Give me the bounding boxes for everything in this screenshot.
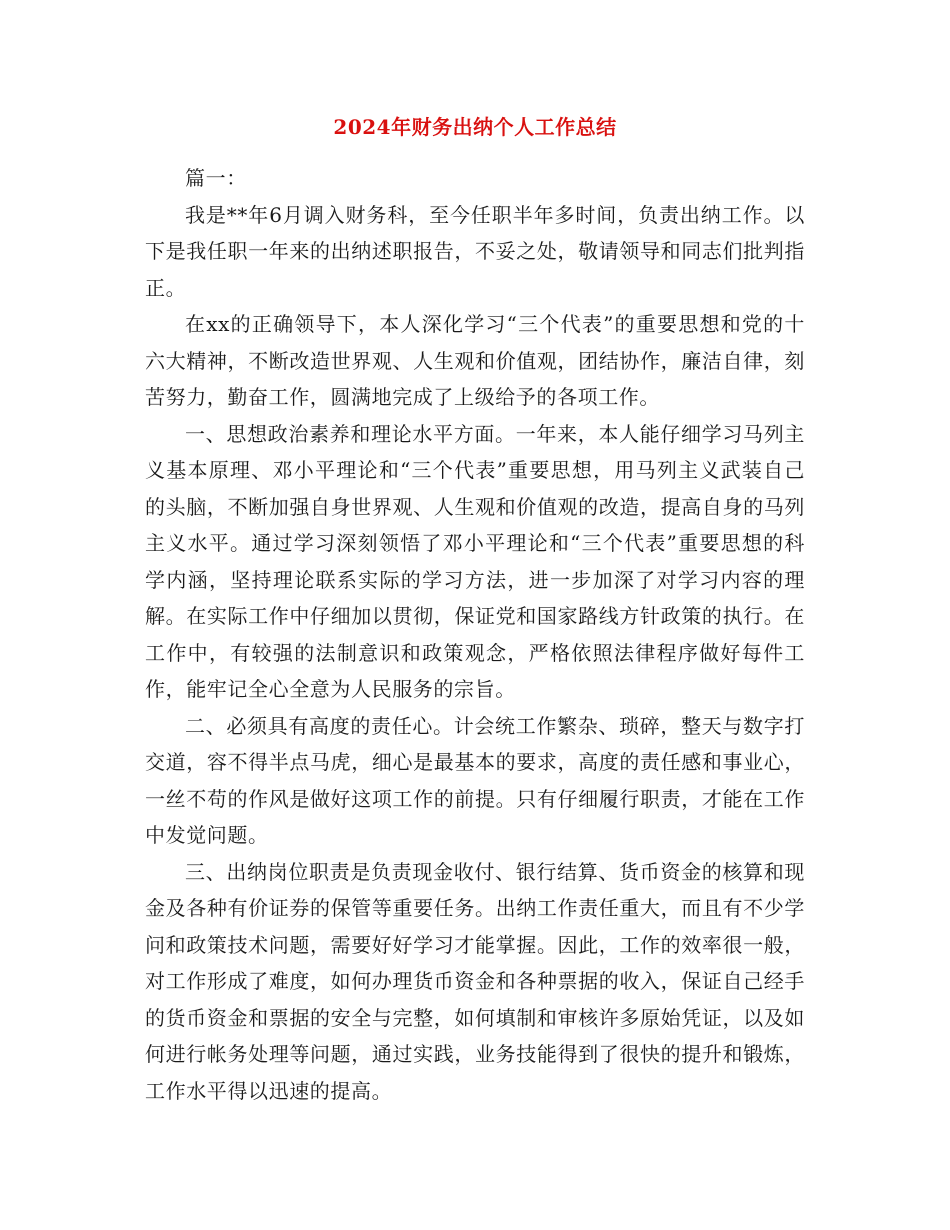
paragraph-leadership: 在xx的正确领导下，本人深化学习“三个代表”的重要思想和党的十六大精神，不断改造世界观、人生观和价值观，团结协作，廉洁自律，刻苦努力，勤奋工作，圆满地完成了上级给予的各项工作。: [145, 312, 805, 409]
paragraph-point-three: 三、出纳岗位职责是负责现金收付、银行结算、货币资金的核算和现金及各种有价证券的保管等重要任务。出纳工作责任重大，而且有不少学问和政策技术问题，需要好好学习才能掌握。因此，工作的效率很一般，对工作形成了难度，如何办理货币资金和各种票据的收入，保证自己经手的货币资金和票据的安全与完整，如何填制和审核许多原始凭证，以及如何进行帐务处理等问题，通过实践，业务技能得到了很快的提升和锻炼，工作水平得以迅速的提高。: [145, 859, 805, 1103]
paragraph-intro: 我是**年6月调入财务科，至今任职半年多时间，负责出纳工作。以下是我任职一年来的出纳述职报告，不妥之处，敬请领导和同志们批判指正。: [145, 202, 805, 300]
section-label: 篇一：: [185, 166, 247, 190]
paragraph-point-two: 二、必须具有高度的责任心。计会统工作繁杂、琐碎，整天与数字打交道，容不得半点马虎，细心是最基本的要求，高度的责任感和事业心，一丝不苟的作风是做好这项工作的前提。只有仔细履行职责，才能在工作中发觉问题。: [145, 713, 805, 847]
document-title: 2024年财务出纳个人工作总结: [333, 115, 617, 139]
paragraph-point-one: 一、思想政治素养和理论水平方面。一年来，本人能仔细学习马列主义基本原理、邓小平理论和“三个代表”重要思想，用马列主义武装自己的头脑，不断加强自身世界观、人生观和价值观的改造，提高自身的马列主义水平。通过学习深刻领悟了邓小平理论和“三个代表”重要思想的科学内涵，坚持理论联系实际的学习方法，进一步加深了对学习内容的理解。在实际工作中仔细加以贯彻，保证党和国家路线方针政策的执行。在工作中，有较强的法制意识和政策观念，严格依照法律程序做好每件工作，能牢记全心全意为人民服务的宗旨。: [145, 421, 805, 701]
document-page: [145, 112, 805, 1109]
